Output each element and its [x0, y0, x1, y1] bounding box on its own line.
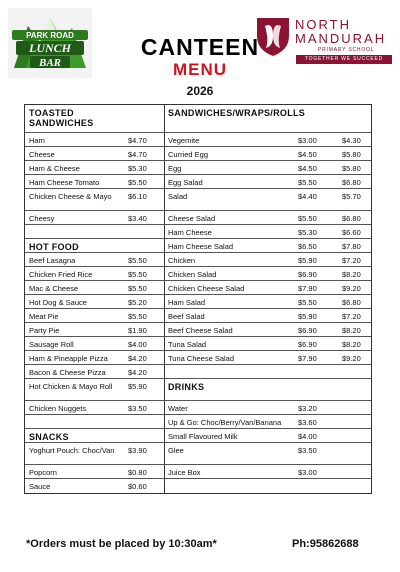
- item-name: Chicken Nuggets: [29, 403, 87, 413]
- menu-row-juice-box: [164, 465, 371, 479]
- menu-table: [24, 104, 372, 494]
- item-name: Curried Egg: [168, 149, 209, 159]
- menu-row-egg: [164, 161, 371, 175]
- item-name: Tuna Salad: [168, 339, 207, 349]
- menu-row-ham-cheese-tomato: [25, 175, 164, 189]
- item-price-small: $7.90: [298, 283, 317, 293]
- item-name: Salad: [168, 191, 188, 201]
- item-price-large: $5.70: [342, 191, 361, 201]
- menu-row-yoghurt-pouch-choc-van: [25, 443, 164, 465]
- menu-row-hot-chicken-mayo-roll: [25, 379, 164, 401]
- item-price: $3.40: [128, 214, 147, 224]
- item-name: Sausage Roll: [29, 339, 74, 349]
- item-price-small: $5.50: [298, 214, 317, 224]
- item-price: $4.20: [128, 353, 147, 363]
- item-price-small: $6.90: [298, 269, 317, 279]
- item-price-large: $9.20: [342, 353, 361, 363]
- menu-row-ham-cheese-salad: [164, 239, 371, 253]
- item-price: $5.50: [128, 311, 147, 321]
- logo-line1-text: PARK ROAD: [26, 31, 74, 40]
- item-price-small: $6.90: [298, 325, 317, 335]
- item-name: Cheese: [29, 149, 55, 159]
- school-crest-icon: [255, 16, 291, 58]
- menu-row-tuna-cheese-salad: [164, 351, 371, 365]
- menu-row-meat-pie: [25, 309, 164, 323]
- menu-row-ham: [25, 133, 164, 147]
- school-name-line1: NORTH: [295, 17, 351, 32]
- item-name: Ham Salad: [168, 297, 206, 307]
- item-name: Chicken: [168, 255, 196, 265]
- menu-row-blank: [25, 225, 164, 239]
- menu-row-chicken: [164, 253, 371, 267]
- item-name: Ham: [29, 135, 45, 145]
- section-title: DRINKS: [168, 381, 205, 392]
- item-price-small: $4.50: [298, 149, 317, 159]
- logo-line3-text: BAR: [38, 57, 62, 69]
- item-name: Chicken Cheese Salad: [168, 283, 245, 293]
- menu-row-salad: [164, 189, 371, 211]
- item-price-small: $3.50: [298, 445, 317, 455]
- item-price: $5.90: [128, 381, 147, 391]
- item-price: $5.30: [128, 163, 147, 173]
- menu-row-blank: [164, 365, 371, 379]
- school-type-label: PRIMARY SCHOOL: [318, 47, 375, 53]
- item-name: Up & Go: Choc/Berry/Van/Banana: [168, 417, 282, 427]
- menu-year: 2026: [186, 84, 214, 98]
- item-name: Chicken Fried Rice: [29, 269, 93, 279]
- item-price: $4.70: [128, 149, 147, 159]
- item-name: Water: [168, 403, 188, 413]
- item-name: Egg: [168, 163, 182, 173]
- item-price-large: $5.80: [342, 149, 361, 159]
- item-name: Hot Dog & Sauce: [29, 297, 87, 307]
- item-price-small: $5.50: [298, 297, 317, 307]
- item-price-large: $8.20: [342, 269, 361, 279]
- item-price-small: $3.00: [298, 135, 317, 145]
- menu-row-party-pie: [25, 323, 164, 337]
- menu-row-beef-cheese-salad: [164, 323, 371, 337]
- item-name: Small Flavoured Milk: [168, 431, 238, 441]
- section-header-toasted-sandwiches: [25, 105, 164, 133]
- section-header-snacks: [25, 429, 164, 443]
- menu-row-chicken-cheese-mayo: [25, 189, 164, 211]
- item-price-small: $5.90: [298, 311, 317, 321]
- item-name: Beef Lasagna: [29, 255, 76, 265]
- section-header-sandwiches-wraps-rolls: [164, 105, 371, 133]
- item-price: $0.80: [128, 468, 147, 478]
- item-price-small: $7.90: [298, 353, 317, 363]
- item-name: Ham & Cheese: [29, 163, 80, 173]
- item-name: Popcorn: [29, 468, 57, 478]
- item-price-large: $6.60: [342, 228, 361, 238]
- item-name: Beef Cheese Salad: [168, 325, 233, 335]
- item-price-small: $4.00: [298, 431, 317, 441]
- item-price: $5.50: [128, 269, 147, 279]
- item-name: Glee: [168, 445, 184, 455]
- menu-row-sauce: [25, 479, 164, 493]
- item-name: Egg Salad: [168, 177, 203, 187]
- logo-line2-text: LUNCH: [29, 41, 71, 55]
- menu-row-bacon-cheese-pizza: [25, 365, 164, 379]
- item-price: $3.50: [128, 403, 147, 413]
- menu-row-popcorn: [25, 465, 164, 479]
- item-price-large: $8.20: [342, 339, 361, 349]
- item-price-small: $6.50: [298, 241, 317, 251]
- item-price-small: $3.00: [298, 468, 317, 478]
- menu-row-sausage-roll: [25, 337, 164, 351]
- menu-right-column: [164, 105, 371, 493]
- menu-left-column: [25, 105, 165, 493]
- item-price: $5.50: [128, 255, 147, 265]
- item-name: Cheese Salad: [168, 214, 216, 224]
- item-price-small: $4.50: [298, 163, 317, 173]
- menu-row-chicken-cheese-salad: [164, 281, 371, 295]
- section-title: HOT FOOD: [29, 241, 79, 252]
- section-header-hot-food: [25, 239, 164, 253]
- item-price: $0.60: [128, 482, 147, 492]
- item-price: $1.90: [128, 325, 147, 335]
- item-name: Chicken Cheese & Mayo: [29, 191, 112, 201]
- menu-row-glee: [164, 443, 371, 465]
- page-subtitle: MENU: [172, 60, 228, 79]
- item-name: Party Pie: [29, 325, 60, 335]
- menu-row-ham-salad: [164, 295, 371, 309]
- phone-number: Ph:95862688: [292, 538, 359, 550]
- item-price: $5.20: [128, 297, 147, 307]
- item-price-small: $5.50: [298, 177, 317, 187]
- menu-row-ham-pineapple-pizza: [25, 351, 164, 365]
- school-name-line2: MANDURAH: [295, 31, 387, 46]
- menu-row-chicken-salad: [164, 267, 371, 281]
- menu-row-mac-cheese: [25, 281, 164, 295]
- item-price-large: $6.80: [342, 177, 361, 187]
- item-name: Chicken Salad: [168, 269, 217, 279]
- item-price-small: $6.90: [298, 339, 317, 349]
- menu-row-hot-dog-sauce: [25, 295, 164, 309]
- menu-row-ham-cheese: [25, 161, 164, 175]
- item-name: Ham Cheese Salad: [168, 241, 234, 251]
- menu-row-tuna-salad: [164, 337, 371, 351]
- section-header-drinks: [164, 379, 371, 401]
- item-price: $4.00: [128, 339, 147, 349]
- item-price-large: $7.20: [342, 255, 361, 265]
- item-price: $5.50: [128, 177, 147, 187]
- item-name: Mac & Cheese: [29, 283, 79, 293]
- menu-row-cheese-salad: [164, 211, 371, 225]
- menu-row-beef-lasagna: [25, 253, 164, 267]
- item-price-large: $6.80: [342, 297, 361, 307]
- menu-row-small-flavoured-milk: [164, 429, 371, 443]
- item-price-large: $7.20: [342, 311, 361, 321]
- item-name: Vegemite: [168, 135, 200, 145]
- item-name: Yoghurt Pouch: Choc/Van: [29, 445, 115, 455]
- item-price-small: $5.90: [298, 255, 317, 265]
- section-title: SANDWICHES/WRAPS/ROLLS: [168, 108, 306, 118]
- item-price-small: $4.40: [298, 191, 317, 201]
- menu-row-cheesy: [25, 211, 164, 225]
- item-price-large: $9.20: [342, 283, 361, 293]
- item-name: Beef Salad: [168, 311, 205, 321]
- item-price-small: $3.60: [298, 417, 317, 427]
- menu-row-up-go-choc-berry-van-banana: [164, 415, 371, 429]
- item-price-large: $5.80: [342, 163, 361, 173]
- menu-row-water: [164, 401, 371, 415]
- item-name: Ham Cheese: [168, 228, 212, 238]
- menu-row-blank: [25, 415, 164, 429]
- section-title: SNACKS: [29, 431, 69, 442]
- item-price-large: $4.30: [342, 135, 361, 145]
- item-name: Bacon & Cheese Pizza: [29, 367, 106, 377]
- item-price-small: $3.20: [298, 403, 317, 413]
- item-name: Meat Pie: [29, 311, 59, 321]
- item-name: Tuna Cheese Salad: [168, 353, 235, 363]
- item-name: Cheesy: [29, 214, 55, 224]
- page-title: CANTEEN: [140, 34, 260, 60]
- item-price-large: $6.80: [342, 214, 361, 224]
- menu-row-chicken-nuggets: [25, 401, 164, 415]
- item-price: $5.50: [128, 283, 147, 293]
- item-name: Sauce: [29, 482, 51, 492]
- menu-row-curried-egg: [164, 147, 371, 161]
- item-price-small: $5.30: [298, 228, 317, 238]
- item-price-large: $7.80: [342, 241, 361, 251]
- menu-row-egg-salad: [164, 175, 371, 189]
- item-price: $4.70: [128, 135, 147, 145]
- item-price: $4.20: [128, 367, 147, 377]
- item-price-large: $8.20: [342, 325, 361, 335]
- order-deadline-note: *Orders must be placed by 10:30am*: [26, 538, 217, 550]
- item-name: Ham & Pineapple Pizza: [29, 353, 108, 363]
- item-price: $6.10: [128, 191, 147, 201]
- menu-row-chicken-fried-rice: [25, 267, 164, 281]
- menu-row-beef-salad: [164, 309, 371, 323]
- item-name: Juice Box: [168, 468, 201, 478]
- menu-row-cheese: [25, 147, 164, 161]
- menu-row-blank: [164, 479, 371, 493]
- school-tagline: TOGETHER WE SUCCEED: [296, 55, 392, 64]
- menu-row-vegemite: [164, 133, 371, 147]
- item-name: Hot Chicken & Mayo Roll: [29, 381, 113, 391]
- item-name: Ham Cheese Tomato: [29, 177, 100, 187]
- section-title: TOASTED SANDWICHES: [29, 108, 94, 128]
- item-price: $3.90: [128, 445, 147, 455]
- menu-row-ham-cheese: [164, 225, 371, 239]
